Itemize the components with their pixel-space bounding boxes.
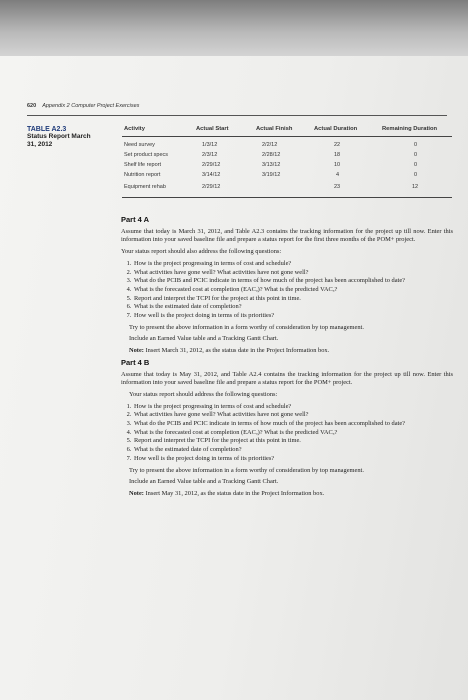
table-cell: 2/29/12: [202, 184, 221, 190]
table-cell: Equipment rehab: [124, 184, 166, 190]
table-number: TABLE A2.3: [27, 126, 67, 133]
table-cell: 4: [336, 172, 340, 178]
list-item: 7. How well is the project doing in terms of its priorities?: [133, 312, 453, 321]
list-item: 5. Report and interpret the TCPI for the project at this point in time.: [133, 295, 453, 304]
list-item: 4. What is the forecasted cost at completion (EACₐ)? What is the predicted VACₐ?: [133, 286, 453, 295]
table-cell: 2/2/12: [262, 142, 278, 148]
part-4a-closing: Try to present the above information in a form worthy of consideration by top management.: [129, 323, 364, 331]
table-cell: 3/14/12: [202, 172, 221, 178]
table-cell: Nutrition report: [124, 172, 161, 178]
table-cell: 0: [414, 172, 418, 178]
table-cell: 22: [334, 142, 341, 148]
table-header-rule: [122, 136, 452, 137]
part-4b-lead: Your status report should address the following questions:: [129, 390, 278, 398]
running-title: Appendix 2 Computer Project Exercises: [42, 103, 140, 109]
photo-top-band: [0, 0, 468, 58]
part-4a-questions: [121, 260, 453, 321]
table-cell: 12: [412, 184, 419, 190]
col-header-actual-finish: Actual Finish: [256, 126, 293, 132]
col-header-activity: Activity: [124, 126, 145, 132]
list-item: 1. How is the project progressing in terms of cost and schedule?: [133, 403, 453, 412]
table-cell: 2/29/12: [202, 162, 221, 168]
table-caption: [27, 126, 97, 149]
list-item: 3. What do the PCIB and PCIC indicate in terms of how much of the project has been accomplished to date?: [133, 277, 453, 286]
list-item: 5. Report and interpret the TCPI for the project at this point in time.: [133, 437, 453, 446]
list-item: 1. How is the project progressing in terms of cost and schedule?: [133, 260, 453, 269]
table-cell: Set product specs: [124, 152, 169, 158]
col-header-actual-start: Actual Start: [196, 126, 229, 132]
table-cell: 3/13/12: [262, 162, 281, 168]
header-rule: [27, 115, 447, 116]
note-text: Insert May 31, 2012, as the status date in the Project Information box.: [145, 489, 325, 497]
list-item: 6. What is the estimated date of completion?: [133, 303, 453, 312]
table-cell: 0: [414, 152, 418, 158]
part-4b-intro: Assume that today is May 31, 2012, and Table A2.4 contains the tracking information for the project up till now. Enter this information into your saved baseline file and prepare a status report for the POM+ project.: [121, 370, 453, 387]
table-title: Status Report March 31, 2012: [27, 133, 91, 148]
table-cell: 3/19/12: [262, 172, 281, 178]
part-4b-closing: Try to present the above information in a form worthy of consideration by top management.: [129, 466, 364, 474]
part-4a-note: [121, 347, 453, 356]
list-item: 2. What activities have gone well? What activities have not gone well?: [133, 411, 453, 420]
list-item: 6. What is the estimated date of completion?: [133, 446, 453, 455]
table-cell: 18: [334, 152, 341, 158]
page-number: 620: [27, 103, 37, 109]
table-cell: 23: [334, 184, 341, 190]
list-item: 7. How well is the project doing in terms of its priorities?: [133, 455, 453, 464]
table-cell: 1/3/12: [202, 142, 218, 148]
table-cell: 0: [414, 142, 418, 148]
col-header-actual-duration: Actual Duration: [314, 126, 358, 132]
list-item: 2. What activities have gone well? What activities have not gone well?: [133, 269, 453, 278]
part-4b-questions: [121, 403, 453, 464]
table-cell: Shelf life report: [124, 162, 161, 168]
table-bottom-rule: [122, 197, 452, 198]
part-4b-heading: Part 4 B: [121, 357, 150, 367]
list-item: 3. What do the PCIB and PCIC indicate in terms of how much of the project has been accomplished to date?: [133, 420, 453, 429]
col-header-remaining-duration: Remaining Duration: [382, 126, 438, 132]
part-4b-note: [121, 490, 453, 499]
table-cell: Need survey: [124, 142, 155, 148]
note-text: Insert March 31, 2012, as the status date in the Project Information box.: [145, 347, 330, 355]
table-cell: 2/28/12: [262, 152, 281, 158]
part-4a-intro: Assume that today is March 31, 2012, and Table A2.3 contains the tracking information for the project up till now. Enter this information into your saved baseline file and prepare a status report for the first three months of the POM+ project.: [121, 227, 453, 244]
running-header: [27, 103, 139, 109]
list-item: 4. What is the forecasted cost at completion (EACₐ)? What is the predicted VACₐ?: [133, 429, 453, 438]
part-4a-lead: Your status report should also address the following questions:: [121, 248, 282, 256]
table-cell: 2/3/12: [202, 152, 218, 158]
part-4b-include: Include an Earned Value table and a Tracking Gantt Chart.: [129, 478, 279, 486]
table-cell: 0: [414, 162, 418, 168]
part-4a-include: Include an Earned Value table and a Tracking Gantt Chart.: [129, 335, 279, 343]
note-label: Note:: [129, 347, 144, 355]
part-4a-heading: Part 4 A: [121, 215, 150, 224]
note-label: Note:: [129, 489, 144, 497]
exercise-text: [121, 216, 453, 502]
table-cell: 10: [334, 162, 341, 168]
